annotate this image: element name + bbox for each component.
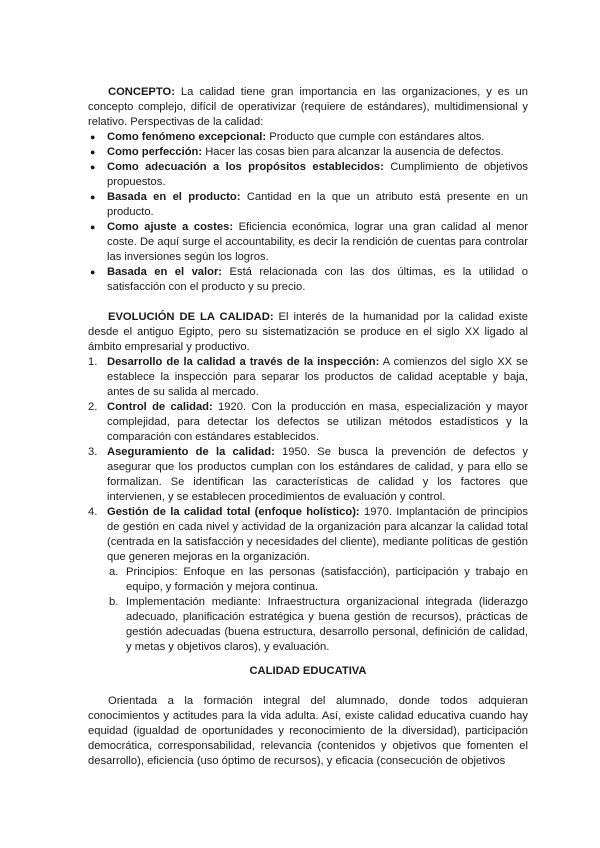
bullet-icon: ● — [90, 192, 96, 202]
list-item — [88, 265, 528, 295]
calidad-educativa-paragraph: Orientada a la formación integral del alumnado, donde todos adquieran conocimientos y actitudes para la vida adulta. Así, existe calidad educativa cuando hay equidad (igualdad de oportunidades y reconocimiento de la diversidad), participación democrática, corresponsabilidad, relevancia (contenidos y objetivos que fomenten el desarrollo), eficiencia (uso óptimo de recursos), y eficacia (consecución de objetivos — [88, 695, 528, 767]
list-item — [88, 190, 528, 220]
list-item — [88, 445, 528, 505]
list-item — [107, 595, 528, 655]
bullet-icon: ● — [90, 222, 96, 232]
list-item — [88, 145, 528, 160]
item-text: Implementación mediante: Infraestructura organizacional integrada (liderazgo adecuado, planificación estratégica y buena gestión de recursos), prácticas de gestión adecuadas (buena estructura, desarrollo personal, definición de calidad, y metas y objetivos claros), y evaluación. — [126, 596, 528, 653]
evolucion-paragraph — [88, 310, 528, 355]
etapas-list — [88, 355, 528, 565]
item-text: Producto que cumple con estándares altos. — [266, 131, 485, 143]
item-label: Basada en el valor: — [107, 266, 223, 278]
list-item — [107, 565, 528, 595]
concepto-label: CONCEPTO: — [108, 86, 175, 98]
item-text: Cumplimiento de objetivos propuestos. — [107, 161, 528, 188]
concepto-paragraph — [88, 85, 528, 130]
item-label: Desarrollo de la calidad a través de la inspección: — [107, 356, 380, 368]
evolucion-label: EVOLUCIÓN DE LA CALIDAD: — [108, 311, 274, 323]
item-text: A comienzos del siglo XX se establece la inspección para separar los productos de calidad aceptable y baja, antes de su salida al mercado. — [107, 356, 528, 398]
item-number: 3. — [88, 446, 98, 458]
perspectivas-list — [88, 130, 528, 295]
item-text: Eficiencia económica, lograr una gran calidad al menor coste. De aquí surge el accountability, es decir la rendición de cuentas para controlar las inversiones según los logros. — [107, 221, 528, 263]
item-number: 4. — [88, 506, 98, 518]
section-title: CALIDAD EDUCATIVA — [249, 665, 367, 677]
bullet-icon: ● — [90, 147, 96, 157]
item-letter: b. — [109, 596, 119, 608]
list-item — [88, 220, 528, 265]
spacer — [88, 679, 528, 694]
concepto-text: La calidad tiene gran importancia en las organizaciones, y es un concepto complejo, difícil de operativizar (requiere de estándares), multidimensional y relativo. Perspectivas de la calidad: — [88, 86, 528, 128]
item-label: Como fenómeno excepcional: — [107, 131, 267, 143]
list-item — [88, 505, 528, 565]
item-label: Como ajuste a costes: — [107, 221, 234, 233]
item-label: Control de calidad: — [107, 401, 213, 413]
list-item — [88, 400, 528, 445]
item-label: Como perfección: — [107, 146, 203, 158]
list-item — [88, 130, 528, 145]
item-text: Principios: Enfoque en las personas (satisfacción), participación y trabajo en equipo, y formación y mejora continua. — [126, 566, 528, 593]
item-text: 1950. Se busca la prevención de defectos y asegurar que los productos cumplan con los estándares de calidad, y para ello se formalizan. Se identifican las características de calidad y los factores que intervienen, y se establecen procedimientos de evaluación y control. — [107, 446, 528, 503]
spacer — [88, 295, 528, 310]
item-text: Hacer las cosas bien para alcanzar la ausencia de defectos. — [202, 146, 504, 158]
evolucion-text: El interés de la humanidad por la calidad existe desde el antiguo Egipto, pero su sistematización se produce en el siglo XX ligado al ámbito empresarial y productivo. — [88, 311, 528, 353]
bullet-icon: ● — [90, 267, 96, 277]
document-body — [88, 85, 528, 769]
item-letter: a. — [109, 566, 119, 578]
bullet-icon: ● — [90, 132, 96, 142]
list-item — [88, 160, 528, 190]
subpuntos-list — [107, 565, 528, 655]
item-text: 1920. Con la producción en masa, especialización y mayor complejidad, para detectar los defectos se utilizan métodos estadísticos y la comparación con estándares establecidos. — [107, 401, 528, 443]
item-number: 2. — [88, 401, 98, 413]
item-label: Como adecuación a los propósitos establecidos: — [107, 161, 384, 173]
item-number: 1. — [88, 356, 98, 368]
item-text: Está relacionada con las dos últimas, es la utilidad o satisfacción con el producto y su precio. — [107, 266, 528, 293]
item-label: Basada en el producto: — [107, 191, 241, 203]
bullet-icon: ● — [90, 162, 96, 172]
list-item — [88, 355, 528, 400]
item-text: Cantidad en la que un atributo está presente en un producto. — [107, 191, 528, 218]
item-text: 1970. Implantación de principios de gestión en cada nivel y actividad de la organización para alcanzar la calidad total (centrada en la satisfacción y necesidades del cliente), mediante políticas de gestión que generen mejoras en la organización. — [107, 506, 528, 563]
item-label: Aseguramiento de la calidad: — [107, 446, 275, 458]
item-label: Gestión de la calidad total (enfoque holístico): — [107, 506, 360, 518]
